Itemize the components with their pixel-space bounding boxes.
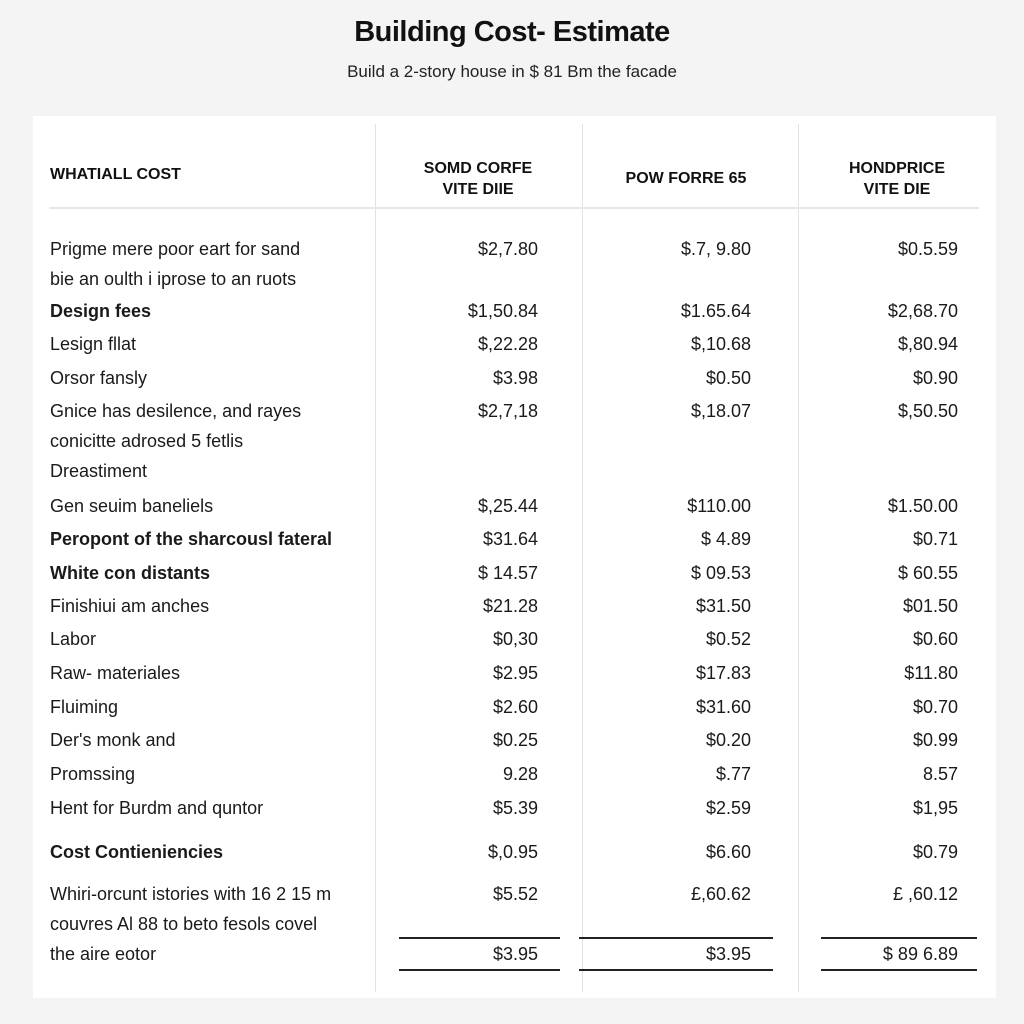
row-value-col-3: 8.57 — [922, 764, 958, 784]
row-value-col-1: $5.52 — [492, 884, 538, 904]
row-value-col-3: $1,95 — [912, 798, 958, 818]
row-value-col-2: $110.00 — [687, 496, 751, 516]
row-value-col-2: $,18.07 — [690, 401, 751, 421]
row-value-col-1: $1,50.84 — [467, 301, 538, 321]
row-label-line: Finishiui am anches — [50, 596, 210, 616]
row-value-col-1: $3.98 — [492, 368, 538, 388]
row-label — [50, 363, 370, 393]
row-label — [50, 234, 370, 294]
column-divider — [375, 124, 376, 992]
total-rule-top — [399, 937, 560, 939]
row-value-col-3: $2,68.70 — [887, 301, 958, 321]
page-title: Building Cost- Estimate — [354, 16, 670, 48]
row-label-line: Dreastiment — [50, 461, 148, 481]
row-value-col-2: $0.52 — [705, 629, 751, 649]
row-value-col-2: $ 09.53 — [690, 563, 751, 583]
row-label-line: Design fees — [50, 301, 152, 321]
row-label-line: Hent for Burdm and quntor — [50, 798, 264, 818]
header-col-1-line-1: SOMD CORFE — [423, 160, 533, 177]
total-rule-top — [579, 937, 773, 939]
row-label-line: Prigme mere poor eart for sand — [50, 239, 301, 259]
row-label — [50, 692, 370, 722]
row-label-line: conicitte adrosed 5 fetlis — [50, 431, 244, 451]
row-value-col-1: $,0.95 — [487, 842, 538, 862]
row-label — [50, 524, 370, 554]
row-value-col-1: $,25.44 — [477, 496, 538, 516]
row-label-line: Cost Contieniencies — [50, 842, 224, 862]
row-value-col-3: $0.99 — [912, 730, 958, 750]
page-subtitle: Build a 2-story house in $ 81 Bm the facade — [347, 62, 677, 81]
header-col-1-line-2: VITE DIIE — [442, 181, 514, 198]
row-value-col-1: 9.28 — [502, 764, 538, 784]
total-rule-bottom — [399, 969, 560, 971]
row-label — [50, 624, 370, 654]
row-label-line: Gnice has desilence, and rayes — [50, 401, 302, 421]
row-label-line: Whiri-orcunt istories with 16 2 15 m — [50, 884, 332, 904]
row-value-col-1: $2.60 — [492, 697, 538, 717]
row-label — [50, 658, 370, 688]
row-value-col-1: $ 14.57 — [477, 563, 538, 583]
row-label-line: Lesign fllat — [50, 334, 137, 354]
column-divider — [582, 124, 583, 992]
row-value-col-2: $.7, 9.80 — [680, 239, 751, 259]
row-label — [50, 329, 370, 359]
row-value-col-3: $01.50 — [902, 596, 958, 616]
total-value-col-3: $ 89 6.89 — [882, 944, 958, 964]
row-label-line: Peropont of the sharcousl fateral — [50, 529, 333, 549]
row-value-col-3: $0.71 — [912, 529, 958, 549]
row-value-col-1: $0,30 — [492, 629, 538, 649]
row-label-line: couvres Al 88 to beto fesols covel — [50, 914, 318, 934]
row-value-col-2: $ 4.89 — [700, 529, 751, 549]
row-value-col-3: $0.79 — [912, 842, 958, 862]
row-label — [50, 558, 370, 588]
header-col-3 — [807, 158, 987, 200]
row-value-col-3: $0.70 — [912, 697, 958, 717]
row-label — [50, 879, 370, 969]
row-value-col-2: $31.60 — [695, 697, 751, 717]
row-value-col-1: $2,7.80 — [477, 239, 538, 259]
total-rule-bottom — [579, 969, 773, 971]
row-value-col-2: $17.83 — [695, 663, 751, 683]
row-value-col-1: $,22.28 — [477, 334, 538, 354]
row-label — [50, 837, 370, 867]
row-label-line: Promssing — [50, 764, 136, 784]
row-label — [50, 591, 370, 621]
column-divider — [798, 124, 799, 992]
row-value-col-1: $5.39 — [492, 798, 538, 818]
row-value-col-3: $11.80 — [904, 663, 958, 683]
row-value-col-2: $.77 — [715, 764, 751, 784]
row-label-line: bie an oulth i iprose to an ruots — [50, 269, 297, 289]
row-label — [50, 725, 370, 755]
row-label — [50, 793, 370, 823]
row-label-line: White con distants — [50, 563, 211, 583]
row-value-col-2: $,10.68 — [690, 334, 751, 354]
row-value-col-3: $0.60 — [912, 629, 958, 649]
row-value-col-3: $,50.50 — [897, 401, 958, 421]
row-value-col-3: £ ,60.12 — [892, 884, 958, 904]
row-value-col-2: $1.65.64 — [680, 301, 751, 321]
total-value-col-1: $3.95 — [492, 944, 538, 964]
total-value-col-2: $3.95 — [705, 944, 751, 964]
header-col-2: POW FORRE 65 — [625, 170, 747, 187]
row-label — [50, 491, 370, 521]
row-value-col-2: £,60.62 — [690, 884, 751, 904]
row-value-col-3: $0.90 — [912, 368, 958, 388]
row-value-col-2: $2.59 — [705, 798, 751, 818]
row-value-col-1: $2.95 — [492, 663, 538, 683]
row-value-col-3: $0.5.59 — [897, 239, 958, 259]
row-label-line: Gen seuim baneliels — [50, 496, 214, 516]
row-label-line: Orsor fansly — [50, 368, 148, 388]
total-rule-bottom — [821, 969, 977, 971]
row-value-col-2: $6.60 — [705, 842, 751, 862]
row-value-col-3: $,80.94 — [897, 334, 958, 354]
row-value-col-1: $2,7,18 — [477, 401, 538, 421]
row-value-col-2: $0.20 — [705, 730, 751, 750]
row-value-col-1: $0.25 — [492, 730, 538, 750]
row-label-line: Labor — [50, 629, 97, 649]
total-rule-top — [821, 937, 977, 939]
row-label — [50, 396, 370, 486]
row-value-col-3: $1.50.00 — [887, 496, 958, 516]
header-col-1 — [388, 158, 568, 200]
header-item: WHATIALL COST — [50, 166, 181, 183]
row-label-line: Raw- materiales — [50, 663, 181, 683]
row-label-line: the aire eotor — [50, 944, 157, 964]
row-value-col-3: $ 60.55 — [897, 563, 958, 583]
row-label — [50, 759, 370, 789]
row-label-line: Der's monk and — [50, 730, 176, 750]
row-label-line: Fluiming — [50, 697, 119, 717]
row-label — [50, 296, 370, 326]
header-col-3-line-2: VITE DIE — [863, 181, 931, 198]
header-rule — [49, 207, 979, 209]
header-col-3-line-1: HONDPRICE — [848, 160, 945, 177]
row-value-col-1: $31.64 — [482, 529, 538, 549]
row-value-col-1: $21.28 — [482, 596, 538, 616]
row-value-col-2: $0.50 — [705, 368, 751, 388]
row-value-col-2: $31.50 — [695, 596, 751, 616]
